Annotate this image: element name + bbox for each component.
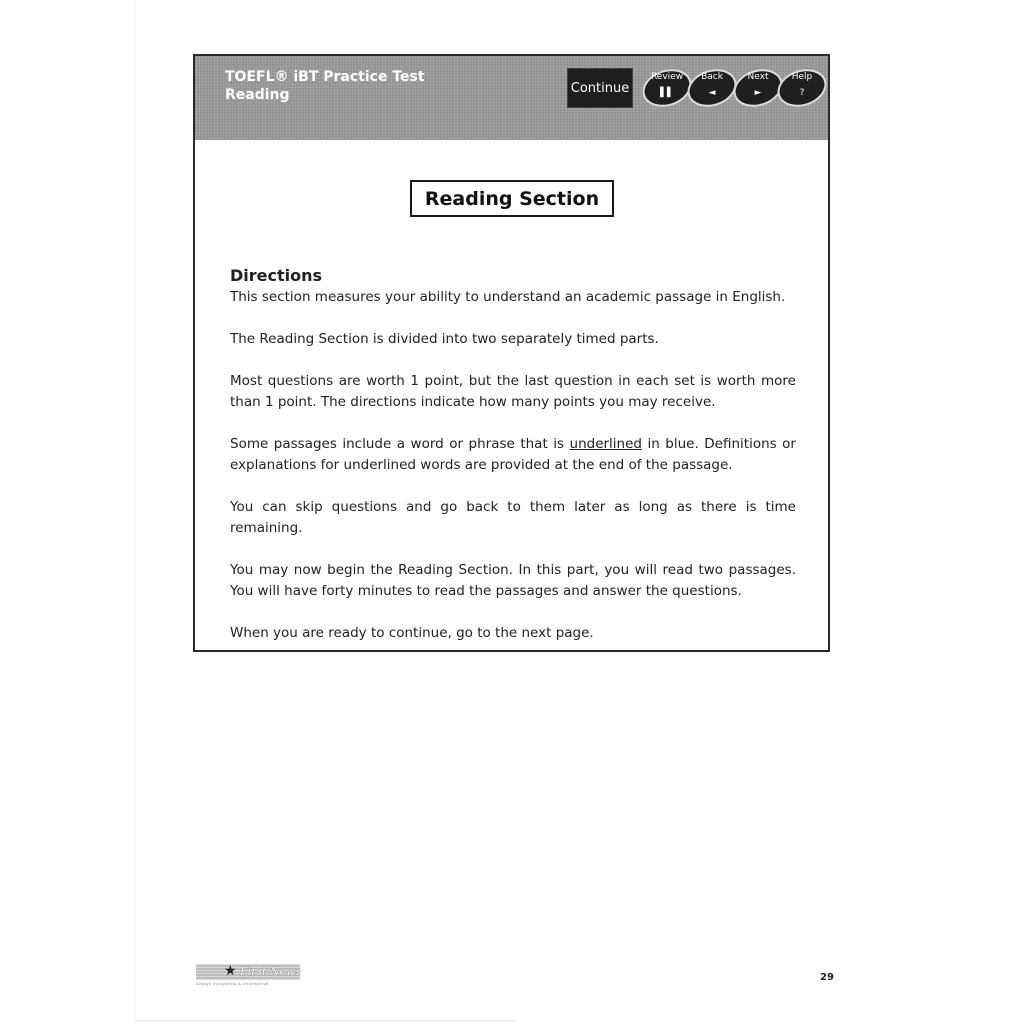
test-title: TOEFL® iBT Practice Test <box>225 69 425 85</box>
help-question-icon: ? <box>799 88 805 98</box>
paragraph-skip: You can skip questions and go back to them later as long as there is time remaining. <box>230 499 796 536</box>
star-icon: ★ <box>224 963 237 979</box>
help-button[interactable] <box>775 68 829 108</box>
underlined-word: underlined <box>569 436 642 452</box>
next-arrow-icon: ► <box>754 88 762 98</box>
back-arrow-icon: ◄ <box>708 88 716 98</box>
title-block <box>225 68 425 104</box>
underlined-rest: in blue. Definitions or explanations for underlined words are provided at the end of the passage. <box>230 436 796 473</box>
test-window <box>193 54 830 652</box>
back-label: Back <box>701 72 723 82</box>
page-edge <box>134 0 136 1024</box>
review-icon: ▌▌ <box>660 88 674 98</box>
paragraph-continue: When you are ready to continue, go to the next page. <box>230 625 594 641</box>
page-number: 29 <box>820 972 834 983</box>
section-title: Reading Section <box>410 180 614 217</box>
paragraph-begin: You may now begin the Reading Section. In this part, you will read two passages. You will have forty minutes to read the passages and answer the questions. <box>230 562 796 599</box>
logo-text: First News <box>240 965 302 978</box>
next-label: Next <box>747 72 769 82</box>
page-bottom-edge <box>136 1020 516 1022</box>
paragraph-underlined <box>230 434 796 476</box>
review-label: Review <box>650 72 684 82</box>
logo-tagline: Always Innovating & Informative <box>196 982 269 986</box>
continue-button[interactable]: Continue <box>567 68 633 108</box>
section-name: Reading <box>225 87 290 103</box>
directions-content <box>230 265 796 652</box>
title-bar <box>195 56 828 140</box>
paragraph-measures: This section measures your ability to understand an academic passage in English. <box>230 289 786 305</box>
publisher-logo <box>196 964 302 988</box>
paragraph-parts: The Reading Section is divided into two separately timed parts. <box>230 331 659 347</box>
help-label: Help <box>791 72 813 82</box>
directions-heading: Directions <box>230 266 323 285</box>
paragraph-points: Most questions are worth 1 point, but the last question in each set is worth more than 1 point. The directions indicate how many points you may receive. <box>230 373 796 410</box>
underlined-intro: Some passages include a word or phrase that is <box>230 436 570 452</box>
